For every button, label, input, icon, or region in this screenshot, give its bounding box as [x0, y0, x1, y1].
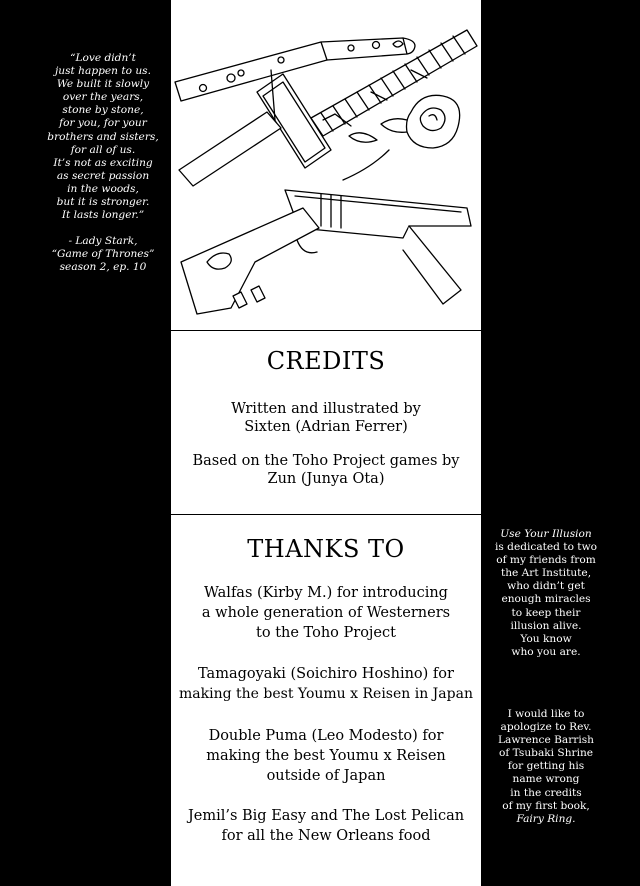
thanks-line: Walfas (Kirby M.) for introducing: [204, 585, 448, 601]
quote-line: in the woods,: [67, 182, 139, 195]
quote-line: but it is stronger.: [56, 196, 150, 209]
credits-heading: CREDITS: [266, 347, 386, 375]
dedication-line: You know: [520, 632, 572, 645]
thanks-line: Tamagoyaki (Soichiro Hoshino) for: [198, 666, 454, 682]
dedication-line: enough miracles: [501, 593, 591, 606]
pistol-icon: [181, 190, 471, 314]
thanks-line: for all the New Orleans food: [221, 828, 431, 844]
dedication-line: who didn’t get: [507, 580, 585, 593]
apology-line: I would like to: [507, 708, 585, 720]
dedication-line: of my friends from: [496, 554, 596, 567]
thanks-line: a whole generation of Westerners: [201, 605, 451, 621]
thanks-line: Double Puma (Leo Modesto) for: [208, 728, 444, 744]
thanks-item: [171, 806, 481, 846]
apology-line: in the credits: [510, 786, 582, 799]
credit-line: Written and illustrated by: [231, 401, 421, 417]
attribution-line: season 2, ep. 10: [59, 261, 147, 274]
credit-line: Based on the Toho Project games by: [192, 453, 460, 469]
attribution-line: “Game of Thrones”: [51, 248, 155, 261]
quote-line: It lasts longer.”: [61, 209, 145, 222]
quote-line: It’s not as exciting: [53, 156, 153, 169]
thanks-line: making the best Youmu x Reisen in Japan: [179, 686, 473, 702]
weapons-rose-illustration: [171, 0, 481, 330]
thanks-line: making the best Youmu x Reisen: [206, 748, 446, 764]
thanks-line: to the Toho Project: [256, 625, 396, 641]
apology-line: of Tsubaki Shrine: [498, 747, 594, 760]
apology-line: of my first book,: [502, 799, 590, 812]
thanks-line: outside of Japan: [266, 768, 386, 784]
thanks-item: [171, 726, 481, 786]
dedication-line: to keep their: [511, 606, 581, 619]
dedication-line: who you are.: [511, 645, 581, 658]
quote-line: for you, for your: [59, 117, 147, 130]
divider-middle: [171, 514, 481, 515]
apology-block: [487, 708, 605, 826]
quote-line: just happen to us.: [55, 65, 151, 78]
quote-line: brothers and sisters,: [47, 130, 159, 143]
credit-line: Zun (Junya Ota): [267, 471, 385, 487]
thanks-line: Jemil’s Big Easy and The Lost Pelican: [187, 808, 465, 824]
apology-line: apologize to Rev.: [500, 721, 592, 734]
blade-icon: [179, 112, 281, 186]
quote-line: “Love didn’t: [70, 52, 136, 64]
quote-line: stone by stone,: [62, 104, 144, 117]
thanks-item: [171, 664, 481, 704]
apology-book-title: Fairy Ring.: [516, 812, 576, 825]
divider-top: [171, 330, 481, 331]
apology-line: for getting his: [507, 760, 585, 773]
quote-attribution: [44, 235, 162, 274]
dedication-title: Use Your Illusion: [500, 528, 592, 540]
thanks-heading: THANKS TO: [247, 535, 405, 563]
quote-line: as secret passion: [56, 169, 150, 182]
dedication-block: [487, 528, 605, 659]
quote-line: over the years,: [62, 91, 144, 104]
credit-item: [171, 400, 481, 436]
thanks-item: [171, 583, 481, 643]
credit-line: Sixten (Adrian Ferrer): [244, 419, 408, 435]
attribution-line: - Lady Stark,: [68, 235, 138, 248]
credit-item: [171, 452, 481, 488]
dedication-line: is dedicated to two: [494, 541, 598, 554]
quote-line: for all of us.: [70, 143, 136, 156]
apology-line: name wrong: [512, 773, 580, 786]
quote-block: [44, 52, 162, 275]
quote-line: We built it slowly: [56, 78, 150, 91]
apology-line: Lawrence Barrish: [497, 734, 595, 747]
center-panel: [171, 0, 481, 886]
dedication-line: the Art Institute,: [500, 567, 592, 580]
dedication-line: illusion alive.: [510, 619, 582, 632]
